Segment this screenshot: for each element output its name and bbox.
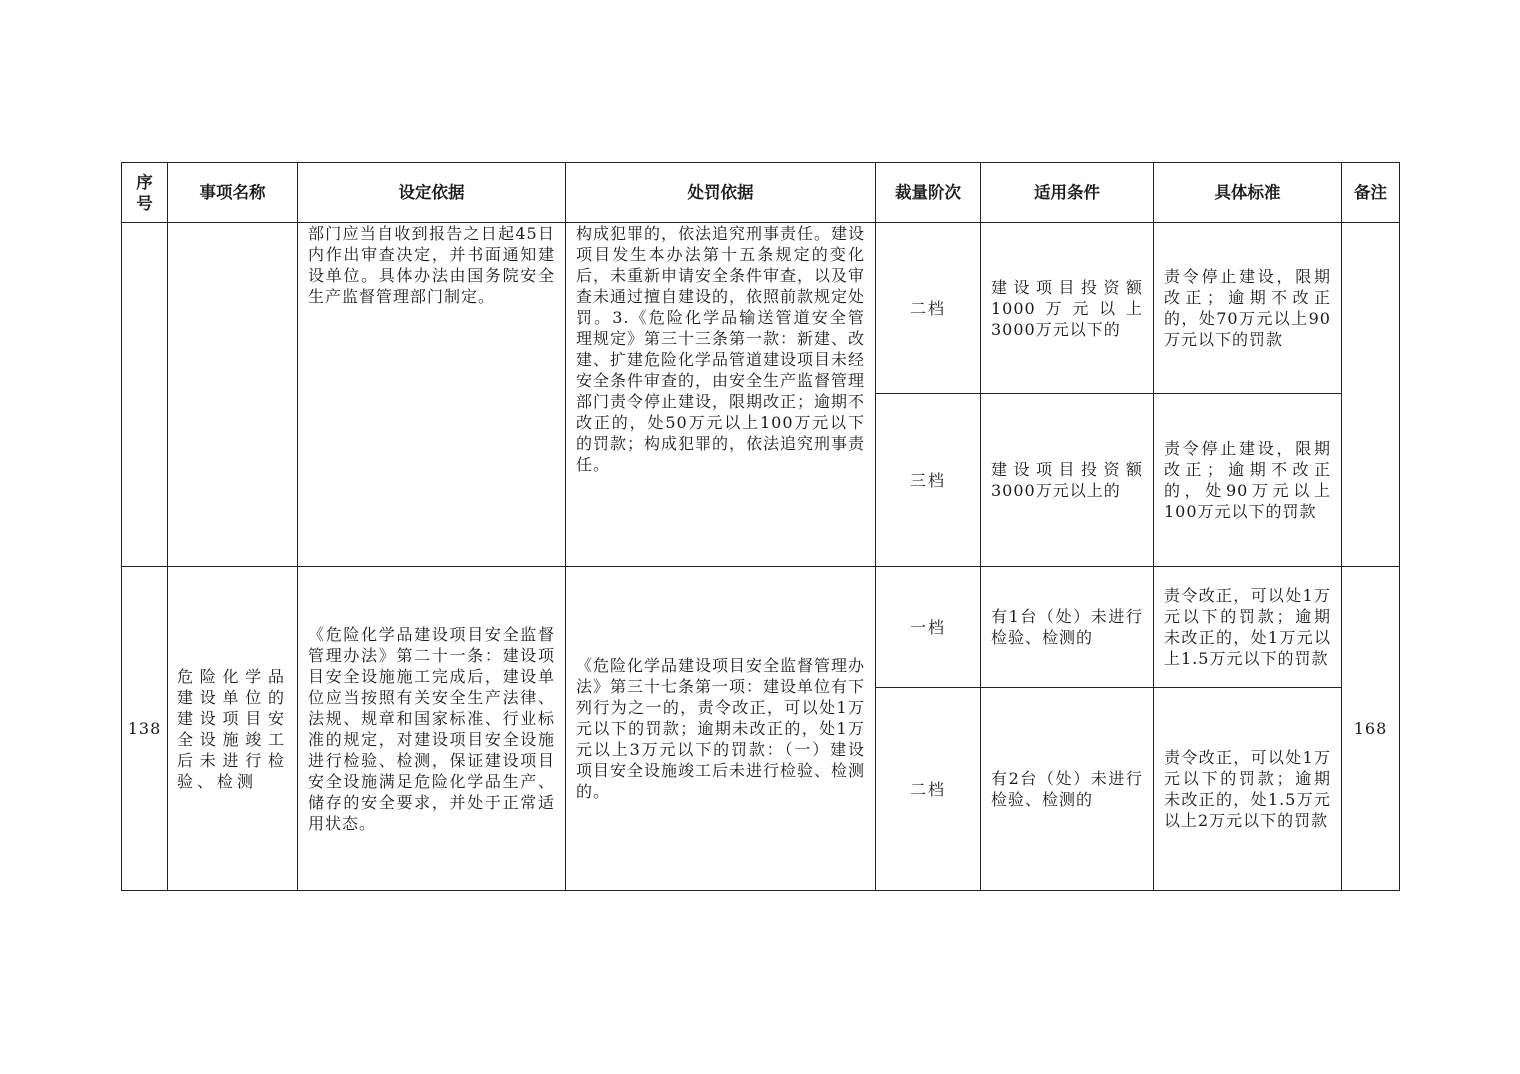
condition-cell: 建设项目投资额3000万元以上的 — [981, 394, 1154, 567]
basis-cell: 部门应当自收到报告之日起45日内作出审查决定，并书面通知建设单位。具体办法由国务院安全生产监督管理部门制定。 — [298, 223, 566, 567]
condition-cell: 建设项目投资额1000万元以上3000万元以下的 — [981, 223, 1154, 394]
item-name-cell — [168, 223, 298, 567]
level-cell: 二档 — [876, 223, 981, 394]
item-name-cell: 危险化学品建设单位的建设项目安全设施竣工后未进行检验、检测 — [168, 567, 298, 891]
level-cell: 三档 — [876, 394, 981, 567]
header-penalty-basis: 处罚依据 — [566, 163, 876, 223]
remark-cell — [1342, 223, 1400, 567]
seq-cell: 138 — [122, 567, 168, 891]
level-cell: 二档 — [876, 688, 981, 891]
remark-cell: 168 — [1342, 567, 1400, 891]
header-condition: 适用条件 — [981, 163, 1154, 223]
header-item-name: 事项名称 — [168, 163, 298, 223]
seq-cell — [122, 223, 168, 567]
penalty-basis-cell: 《危险化学品建设项目安全监督管理办法》第三十七条第一项：建设单位有下列行为之一的，责令改正，可以处1万元以下的罚款；逾期未改正的，处1万元以上3万元以下的罚款：（一）建设项目安全设施竣工后未进行检验、检测的。 — [566, 567, 876, 891]
standard-cell: 责令改正，可以处1万元以下的罚款；逾期未改正的，处1.5万元以上2万元以下的罚款 — [1154, 688, 1342, 891]
penalty-basis-cell: 构成犯罪的，依法追究刑事责任。建设项目发生本办法第十五条规定的变化后，未重新申请安全条件审查，以及审查未通过擅自建设的，依照前款规定处罚。3.《危险化学品输送管道安全管理规定》第三十三条第一款：新建、改建、扩建危险化学品管道建设项目未经安全条件审查的，由安全生产监督管理部门责令停止建设，限期改正；逾期不改正的，处50万元以上100万元以下的罚款；构成犯罪的，依法追究刑事责任。 — [566, 223, 876, 567]
header-basis: 设定依据 — [298, 163, 566, 223]
header-seq: 序号 — [122, 163, 168, 223]
standard-cell: 责令停止建设，限期改正；逾期不改正的，处90万元以上100万元以下的罚款 — [1154, 394, 1342, 567]
penalty-discretion-table — [121, 162, 1400, 891]
level-cell: 一档 — [876, 567, 981, 688]
table-row — [122, 223, 1400, 394]
table-row — [122, 567, 1400, 688]
condition-cell: 有1台（处）未进行检验、检测的 — [981, 567, 1154, 688]
header-standard: 具体标准 — [1154, 163, 1342, 223]
header-level: 裁量阶次 — [876, 163, 981, 223]
header-remark: 备注 — [1342, 163, 1400, 223]
header-row — [122, 163, 1400, 223]
basis-cell: 《危险化学品建设项目安全监督管理办法》第二十一条：建设项目安全设施施工完成后，建设单位应当按照有关安全生产法律、法规、规章和国家标准、行业标准的规定，对建设项目安全设施进行检验、检测，保证建设项目安全设施满足危险化学品生产、储存的安全要求，并处于正常适用状态。 — [298, 567, 566, 891]
condition-cell: 有2台（处）未进行检验、检测的 — [981, 688, 1154, 891]
standard-cell: 责令停止建设，限期改正；逾期不改正的，处70万元以上90万元以下的罚款 — [1154, 223, 1342, 394]
standard-cell: 责令改正，可以处1万元以下的罚款；逾期未改正的，处1万元以上1.5万元以下的罚款 — [1154, 567, 1342, 688]
